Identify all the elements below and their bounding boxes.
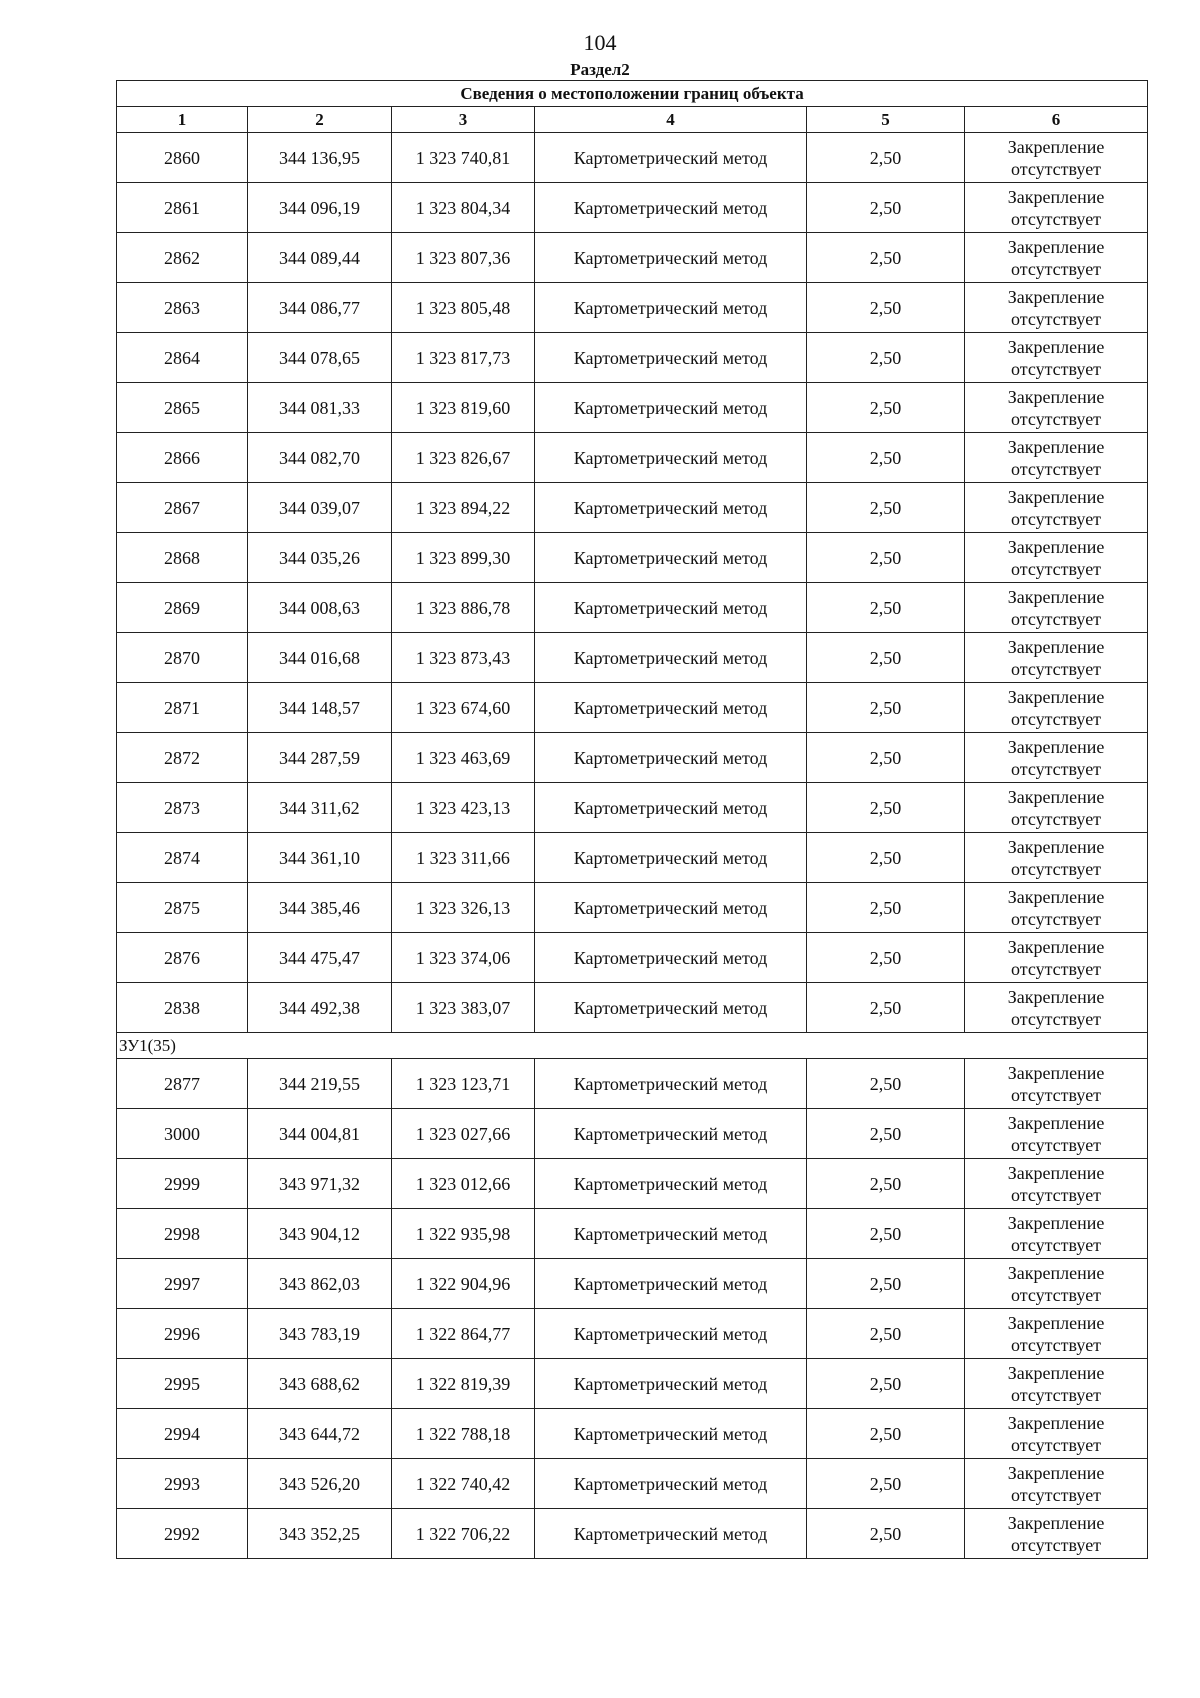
accuracy-cell: 2,50	[807, 1309, 965, 1359]
point-number-cell: 2998	[117, 1209, 248, 1259]
y-coordinate-cell: 1 323 873,43	[392, 633, 535, 683]
table-row	[117, 783, 1148, 833]
point-number-cell: 2995	[117, 1359, 248, 1409]
fixing-description-cell: Закрепление отсутствует	[965, 433, 1148, 483]
method-cell: Картометрический метод	[535, 1109, 807, 1159]
accuracy-cell: 2,50	[807, 783, 965, 833]
accuracy-cell: 2,50	[807, 1209, 965, 1259]
point-number-cell: 2994	[117, 1409, 248, 1459]
accuracy-cell: 2,50	[807, 283, 965, 333]
table-row	[117, 533, 1148, 583]
table-row	[117, 183, 1148, 233]
x-coordinate-cell: 344 008,63	[248, 583, 392, 633]
method-cell: Картометрический метод	[535, 1259, 807, 1309]
method-cell: Картометрический метод	[535, 683, 807, 733]
accuracy-cell: 2,50	[807, 1509, 965, 1559]
table-row	[117, 983, 1148, 1033]
boundary-coordinates-table	[116, 80, 1148, 1559]
method-cell: Картометрический метод	[535, 733, 807, 783]
accuracy-cell: 2,50	[807, 1459, 965, 1509]
y-coordinate-cell: 1 323 817,73	[392, 333, 535, 383]
table-row	[117, 333, 1148, 383]
x-coordinate-cell: 344 086,77	[248, 283, 392, 333]
table-caption-row	[117, 81, 1148, 107]
point-number-cell: 2864	[117, 333, 248, 383]
x-coordinate-cell: 344 089,44	[248, 233, 392, 283]
table-row	[117, 283, 1148, 333]
point-number-cell: 2871	[117, 683, 248, 733]
y-coordinate-cell: 1 322 904,96	[392, 1259, 535, 1309]
point-number-cell: 2863	[117, 283, 248, 333]
method-cell: Картометрический метод	[535, 933, 807, 983]
fixing-description-cell: Закрепление отсутствует	[965, 1309, 1148, 1359]
y-coordinate-cell: 1 322 935,98	[392, 1209, 535, 1259]
x-coordinate-cell: 344 004,81	[248, 1109, 392, 1159]
point-number-cell: 2997	[117, 1259, 248, 1309]
accuracy-cell: 2,50	[807, 133, 965, 183]
table-row	[117, 933, 1148, 983]
table-row	[117, 1309, 1148, 1359]
method-cell: Картометрический метод	[535, 1459, 807, 1509]
accuracy-cell: 2,50	[807, 333, 965, 383]
fixing-description-cell: Закрепление отсутствует	[965, 1159, 1148, 1209]
point-number-cell: 2838	[117, 983, 248, 1033]
table-row	[117, 483, 1148, 533]
table-caption: Сведения о местоположении границ объекта	[117, 81, 1148, 107]
fixing-description-cell: Закрепление отсутствует	[965, 1109, 1148, 1159]
fixing-description-cell: Закрепление отсутствует	[965, 583, 1148, 633]
fixing-description-cell: Закрепление отсутствует	[965, 283, 1148, 333]
table-row	[117, 433, 1148, 483]
table-row	[117, 1109, 1148, 1159]
method-cell: Картометрический метод	[535, 1159, 807, 1209]
method-cell: Картометрический метод	[535, 283, 807, 333]
x-coordinate-cell: 344 082,70	[248, 433, 392, 483]
table-row	[117, 1059, 1148, 1109]
point-number-cell: 2868	[117, 533, 248, 583]
point-number-cell: 2999	[117, 1159, 248, 1209]
fixing-description-cell: Закрепление отсутствует	[965, 1359, 1148, 1409]
table-row	[117, 1459, 1148, 1509]
accuracy-cell: 2,50	[807, 883, 965, 933]
accuracy-cell: 2,50	[807, 983, 965, 1033]
column-header: 2	[248, 107, 392, 133]
point-number-cell: 2873	[117, 783, 248, 833]
group-row	[117, 1033, 1148, 1059]
y-coordinate-cell: 1 322 740,42	[392, 1459, 535, 1509]
accuracy-cell: 2,50	[807, 683, 965, 733]
x-coordinate-cell: 344 219,55	[248, 1059, 392, 1109]
method-cell: Картометрический метод	[535, 333, 807, 383]
point-number-cell: 3000	[117, 1109, 248, 1159]
point-number-cell: 2862	[117, 233, 248, 283]
x-coordinate-cell: 343 352,25	[248, 1509, 392, 1559]
fixing-description-cell: Закрепление отсутствует	[965, 933, 1148, 983]
fixing-description-cell: Закрепление отсутствует	[965, 233, 1148, 283]
table-row	[117, 1359, 1148, 1409]
table-row	[117, 1409, 1148, 1459]
y-coordinate-cell: 1 323 674,60	[392, 683, 535, 733]
method-cell: Картометрический метод	[535, 433, 807, 483]
method-cell: Картометрический метод	[535, 1409, 807, 1459]
y-coordinate-cell: 1 323 894,22	[392, 483, 535, 533]
y-coordinate-cell: 1 323 826,67	[392, 433, 535, 483]
method-cell: Картометрический метод	[535, 383, 807, 433]
x-coordinate-cell: 343 862,03	[248, 1259, 392, 1309]
table-row	[117, 583, 1148, 633]
accuracy-cell: 2,50	[807, 1359, 965, 1409]
x-coordinate-cell: 344 148,57	[248, 683, 392, 733]
fixing-description-cell: Закрепление отсутствует	[965, 1059, 1148, 1109]
fixing-description-cell: Закрепление отсутствует	[965, 183, 1148, 233]
y-coordinate-cell: 1 323 123,71	[392, 1059, 535, 1109]
accuracy-cell: 2,50	[807, 433, 965, 483]
point-number-cell: 2865	[117, 383, 248, 433]
point-number-cell: 2993	[117, 1459, 248, 1509]
accuracy-cell: 2,50	[807, 583, 965, 633]
column-header: 4	[535, 107, 807, 133]
accuracy-cell: 2,50	[807, 483, 965, 533]
point-number-cell: 2877	[117, 1059, 248, 1109]
fixing-description-cell: Закрепление отсутствует	[965, 983, 1148, 1033]
point-number-cell: 2992	[117, 1509, 248, 1559]
column-header: 1	[117, 107, 248, 133]
fixing-description-cell: Закрепление отсутствует	[965, 633, 1148, 683]
table-row	[117, 133, 1148, 183]
fixing-description-cell: Закрепление отсутствует	[965, 1209, 1148, 1259]
method-cell: Картометрический метод	[535, 1359, 807, 1409]
y-coordinate-cell: 1 323 374,06	[392, 933, 535, 983]
y-coordinate-cell: 1 323 012,66	[392, 1159, 535, 1209]
method-cell: Картометрический метод	[535, 533, 807, 583]
point-number-cell: 2860	[117, 133, 248, 183]
table-body	[117, 81, 1148, 1559]
accuracy-cell: 2,50	[807, 1259, 965, 1309]
table-row	[117, 683, 1148, 733]
accuracy-cell: 2,50	[807, 633, 965, 683]
method-cell: Картометрический метод	[535, 183, 807, 233]
fixing-description-cell: Закрепление отсутствует	[965, 883, 1148, 933]
table-row	[117, 833, 1148, 883]
table-row	[117, 233, 1148, 283]
method-cell: Картометрический метод	[535, 1309, 807, 1359]
y-coordinate-cell: 1 323 819,60	[392, 383, 535, 433]
accuracy-cell: 2,50	[807, 833, 965, 883]
group-label: ЗУ1(35)	[117, 1033, 1148, 1059]
x-coordinate-cell: 344 475,47	[248, 933, 392, 983]
y-coordinate-cell: 1 323 807,36	[392, 233, 535, 283]
method-cell: Картометрический метод	[535, 1209, 807, 1259]
table-header-row	[117, 107, 1148, 133]
table-row	[117, 733, 1148, 783]
x-coordinate-cell: 344 078,65	[248, 333, 392, 383]
method-cell: Картометрический метод	[535, 833, 807, 883]
x-coordinate-cell: 343 644,72	[248, 1409, 392, 1459]
x-coordinate-cell: 343 526,20	[248, 1459, 392, 1509]
point-number-cell: 2875	[117, 883, 248, 933]
accuracy-cell: 2,50	[807, 233, 965, 283]
column-header: 6	[965, 107, 1148, 133]
fixing-description-cell: Закрепление отсутствует	[965, 1509, 1148, 1559]
y-coordinate-cell: 1 323 311,66	[392, 833, 535, 883]
point-number-cell: 2869	[117, 583, 248, 633]
table-row	[117, 1259, 1148, 1309]
y-coordinate-cell: 1 323 740,81	[392, 133, 535, 183]
point-number-cell: 2996	[117, 1309, 248, 1359]
page-number: 104	[583, 30, 617, 55]
y-coordinate-cell: 1 323 899,30	[392, 533, 535, 583]
point-number-cell: 2866	[117, 433, 248, 483]
x-coordinate-cell: 343 904,12	[248, 1209, 392, 1259]
point-number-cell: 2861	[117, 183, 248, 233]
x-coordinate-cell: 344 035,26	[248, 533, 392, 583]
fixing-description-cell: Закрепление отсутствует	[965, 533, 1148, 583]
x-coordinate-cell: 344 385,46	[248, 883, 392, 933]
accuracy-cell: 2,50	[807, 533, 965, 583]
y-coordinate-cell: 1 323 027,66	[392, 1109, 535, 1159]
y-coordinate-cell: 1 322 788,18	[392, 1409, 535, 1459]
fixing-description-cell: Закрепление отсутствует	[965, 733, 1148, 783]
fixing-description-cell: Закрепление отсутствует	[965, 683, 1148, 733]
x-coordinate-cell: 344 136,95	[248, 133, 392, 183]
x-coordinate-cell: 344 096,19	[248, 183, 392, 233]
accuracy-cell: 2,50	[807, 1059, 965, 1109]
fixing-description-cell: Закрепление отсутствует	[965, 783, 1148, 833]
point-number-cell: 2867	[117, 483, 248, 533]
x-coordinate-cell: 343 971,32	[248, 1159, 392, 1209]
column-header: 3	[392, 107, 535, 133]
table-row	[117, 883, 1148, 933]
y-coordinate-cell: 1 322 706,22	[392, 1509, 535, 1559]
x-coordinate-cell: 344 287,59	[248, 733, 392, 783]
y-coordinate-cell: 1 323 804,34	[392, 183, 535, 233]
section-title: Раздел2	[570, 60, 630, 79]
accuracy-cell: 2,50	[807, 183, 965, 233]
method-cell: Картометрический метод	[535, 983, 807, 1033]
fixing-description-cell: Закрепление отсутствует	[965, 1259, 1148, 1309]
method-cell: Картометрический метод	[535, 133, 807, 183]
point-number-cell: 2876	[117, 933, 248, 983]
method-cell: Картометрический метод	[535, 1509, 807, 1559]
table-row	[117, 1509, 1148, 1559]
fixing-description-cell: Закрепление отсутствует	[965, 383, 1148, 433]
table-row	[117, 633, 1148, 683]
method-cell: Картометрический метод	[535, 883, 807, 933]
fixing-description-cell: Закрепление отсутствует	[965, 833, 1148, 883]
x-coordinate-cell: 344 361,10	[248, 833, 392, 883]
method-cell: Картометрический метод	[535, 783, 807, 833]
x-coordinate-cell: 344 016,68	[248, 633, 392, 683]
method-cell: Картометрический метод	[535, 583, 807, 633]
table-row	[117, 383, 1148, 433]
table-row	[117, 1159, 1148, 1209]
method-cell: Картометрический метод	[535, 1059, 807, 1109]
point-number-cell: 2872	[117, 733, 248, 783]
accuracy-cell: 2,50	[807, 1109, 965, 1159]
y-coordinate-cell: 1 323 326,13	[392, 883, 535, 933]
fixing-description-cell: Закрепление отсутствует	[965, 483, 1148, 533]
column-header: 5	[807, 107, 965, 133]
table-row	[117, 1209, 1148, 1259]
accuracy-cell: 2,50	[807, 383, 965, 433]
accuracy-cell: 2,50	[807, 1159, 965, 1209]
point-number-cell: 2874	[117, 833, 248, 883]
accuracy-cell: 2,50	[807, 933, 965, 983]
accuracy-cell: 2,50	[807, 733, 965, 783]
x-coordinate-cell: 344 081,33	[248, 383, 392, 433]
method-cell: Картометрический метод	[535, 233, 807, 283]
fixing-description-cell: Закрепление отсутствует	[965, 1409, 1148, 1459]
y-coordinate-cell: 1 323 463,69	[392, 733, 535, 783]
y-coordinate-cell: 1 323 423,13	[392, 783, 535, 833]
x-coordinate-cell: 344 311,62	[248, 783, 392, 833]
method-cell: Картометрический метод	[535, 633, 807, 683]
x-coordinate-cell: 344 492,38	[248, 983, 392, 1033]
y-coordinate-cell: 1 323 383,07	[392, 983, 535, 1033]
fixing-description-cell: Закрепление отсутствует	[965, 133, 1148, 183]
x-coordinate-cell: 343 783,19	[248, 1309, 392, 1359]
method-cell: Картометрический метод	[535, 483, 807, 533]
x-coordinate-cell: 344 039,07	[248, 483, 392, 533]
accuracy-cell: 2,50	[807, 1409, 965, 1459]
x-coordinate-cell: 343 688,62	[248, 1359, 392, 1409]
y-coordinate-cell: 1 322 819,39	[392, 1359, 535, 1409]
y-coordinate-cell: 1 323 805,48	[392, 283, 535, 333]
y-coordinate-cell: 1 322 864,77	[392, 1309, 535, 1359]
y-coordinate-cell: 1 323 886,78	[392, 583, 535, 633]
fixing-description-cell: Закрепление отсутствует	[965, 1459, 1148, 1509]
fixing-description-cell: Закрепление отсутствует	[965, 333, 1148, 383]
point-number-cell: 2870	[117, 633, 248, 683]
